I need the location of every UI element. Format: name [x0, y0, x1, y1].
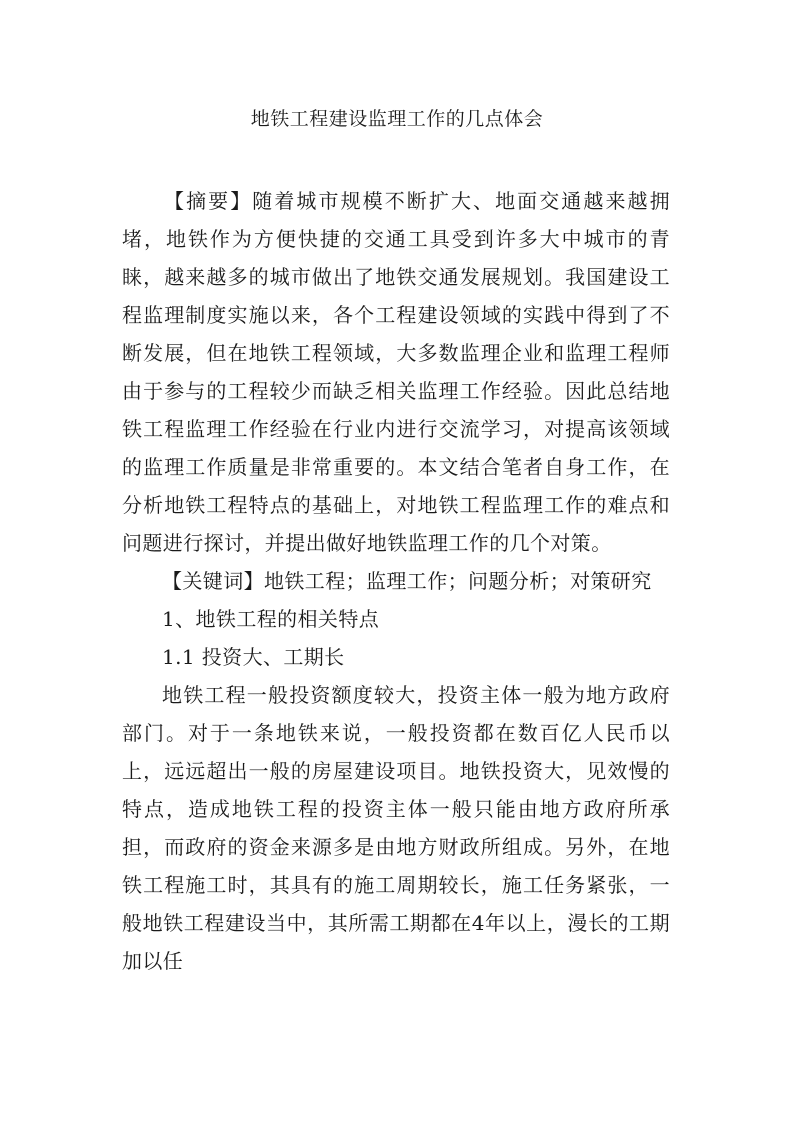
body-paragraph: 地铁工程一般投资额度较大，投资主体一般为地方政府部门。对于一条地铁来说，一般投资都在数百亿人民币以上，远远超出一般的房屋建设项目。地铁投资大，见效慢的特点，造成地铁工程的投资主体一般只能由地方政府所承担，而政府的资金来源多是由地方财政所组成。另外，在地铁工程施工时，其具有的施工周期较长，施工任务紧张，一般地铁工程建设当中，其所需工期都在4年以上，漫长的工期加以任 [122, 683, 670, 973]
document-title: 地铁工程建设监理工作的几点体会 [250, 108, 544, 130]
abstract-paragraph: 【摘要】随着城市规模不断扩大、地面交通越来越拥堵，地铁作为方便快捷的交通工具受到许多大中城市的青睐，越来越多的城市做出了地铁交通发展规划。我国建设工程监理制度实施以来，各个工程建设领域的实践中得到了不断发展，但在地铁工程领域，大多数监理企业和监理工程师由于参与的工程较少而缺乏相关监理工作经验。因此总结地铁工程监理工作经验在行业内进行交流学习，对提高该领域的监理工作质量是非常重要的。本文结合笔者自身工作，在分析地铁工程特点的基础上，对地铁工程监理工作的难点和问题进行探讨，并提出做好地铁监理工作的几个对策。 [122, 189, 670, 555]
document-body [122, 182, 670, 980]
keywords-line: 【关键词】地铁工程；监理工作；问题分析；对策研究 [162, 569, 652, 593]
subsection-heading: 1.1 投资大、工期长 [162, 645, 345, 669]
section-heading: 1、地铁工程的相关特点 [162, 607, 380, 631]
